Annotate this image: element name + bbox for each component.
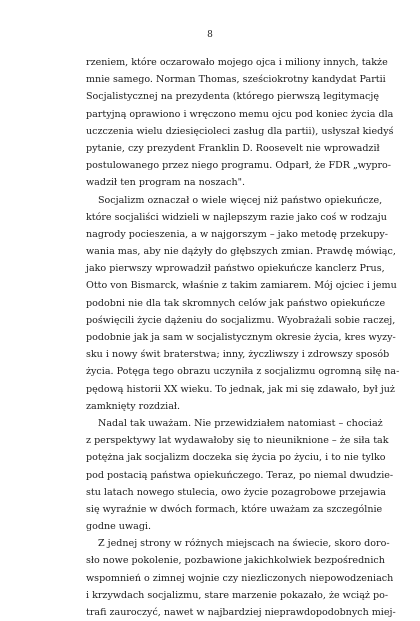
text-line: partyjną oprawiono i wręczono memu ojcu pod koniec życia dla xyxy=(86,108,394,120)
text-line: nagrody pocieszenia, a w najgorszym – jako metodę przekupy- xyxy=(86,228,388,240)
text-line: stu latach nowego stulecia, owo życie pozagrobowe przejawia xyxy=(86,486,386,498)
text-line: jako pierwszy wprowadził państwo opiekuńcze kanclerz Prus, xyxy=(86,263,385,275)
text-line: wadził ten program na noszach". xyxy=(86,177,246,189)
text-line: się wyraźnie w dwóch formach, które uważam za szczególnie xyxy=(86,503,383,515)
text-line: pytanie, czy prezydent Franklin D. Roosevelt nie wprowadził xyxy=(86,142,380,154)
text-line: podobnie jak ja sam w socjalistycznym okresie życia, kres wyzy- xyxy=(86,332,396,343)
text-line: wspomnień o zimnej wojnie czy niezliczonych niepowodzeniach xyxy=(86,572,394,584)
body-text xyxy=(86,54,400,621)
text-line: godne uwagi. xyxy=(86,521,152,533)
text-line: Socjalistycznej na prezydenta (którego pierwszą legitymację xyxy=(86,91,379,103)
text-line: wania mas, aby nie dążyły do głębszych zmian. Prawdę mówiąc, xyxy=(86,246,396,258)
text-line: rzeniem, które oczarowało mojego ojca i miliony innych, także xyxy=(86,57,388,68)
text-line: pędową historii XX wieku. To jednak, jak mi się zdawało, był już xyxy=(86,383,395,395)
text-line: Otto von Bismarck, właśnie z takim zamiarem. Mój ojciec i jemu xyxy=(86,280,397,292)
text-line: sku i nowy świt braterstwa; inny, życzliwszy i zdrowszy sposób xyxy=(86,349,390,361)
text-line: poświęcili życie dążeniu do socjalizmu. Wyobrażali sobie raczej, xyxy=(86,314,396,326)
text-line: sło nowe pokolenie, pozbawione jakichkolwiek bezpośrednich xyxy=(86,555,385,567)
text-line: Socjalizm oznaczał o wiele więcej niż państwo opiekuńcze, xyxy=(98,194,383,206)
text-line: podobni nie dla tak skromnych celów jak państwo opiekuńcze xyxy=(86,297,386,309)
text-line: z perspektywy lat wydawałoby się to nieuniknione – że siła tak xyxy=(86,435,389,447)
text-line: życia. Potęga tego obrazu uczyniła z socjalizmu ogromną siłę na- xyxy=(86,366,400,378)
text-line: uczczenia wielu dziesięcioleci zasług dla partii), usłyszał kiedyś xyxy=(86,125,394,137)
page-number: 8 xyxy=(207,30,213,40)
text-line: Nadal tak uważam. Nie przewidziałem natomiast – chociaż xyxy=(98,417,383,429)
text-line: postulowanego przez niego programu. Odparł, że FDR „wypro- xyxy=(86,160,392,172)
text-line: mnie samego. Norman Thomas, sześciokrotny kandydat Partii xyxy=(86,74,386,86)
text-line: Z jednej strony w różnych miejscach na świecie, skoro doro- xyxy=(98,538,390,550)
text-line: zamknięty rozdział. xyxy=(86,400,181,412)
text-line: które socjaliści widzieli w najlepszym razie jako coś w rodzaju xyxy=(86,211,387,223)
text-line: pod postacią państwa opiekuńczego. Teraz, po niemal dwudzie- xyxy=(86,469,394,481)
text-line: i krzywdach socjalizmu, stare marzenie pokazało, że wciąż po- xyxy=(86,589,389,601)
text-line: trafi zauroczyć, nawet w najbardziej nieprawdopodobnych miej- xyxy=(86,607,396,618)
text-line: potężna jak socjalizm doczeka się życia po życiu, i to nie tylko xyxy=(86,452,386,464)
